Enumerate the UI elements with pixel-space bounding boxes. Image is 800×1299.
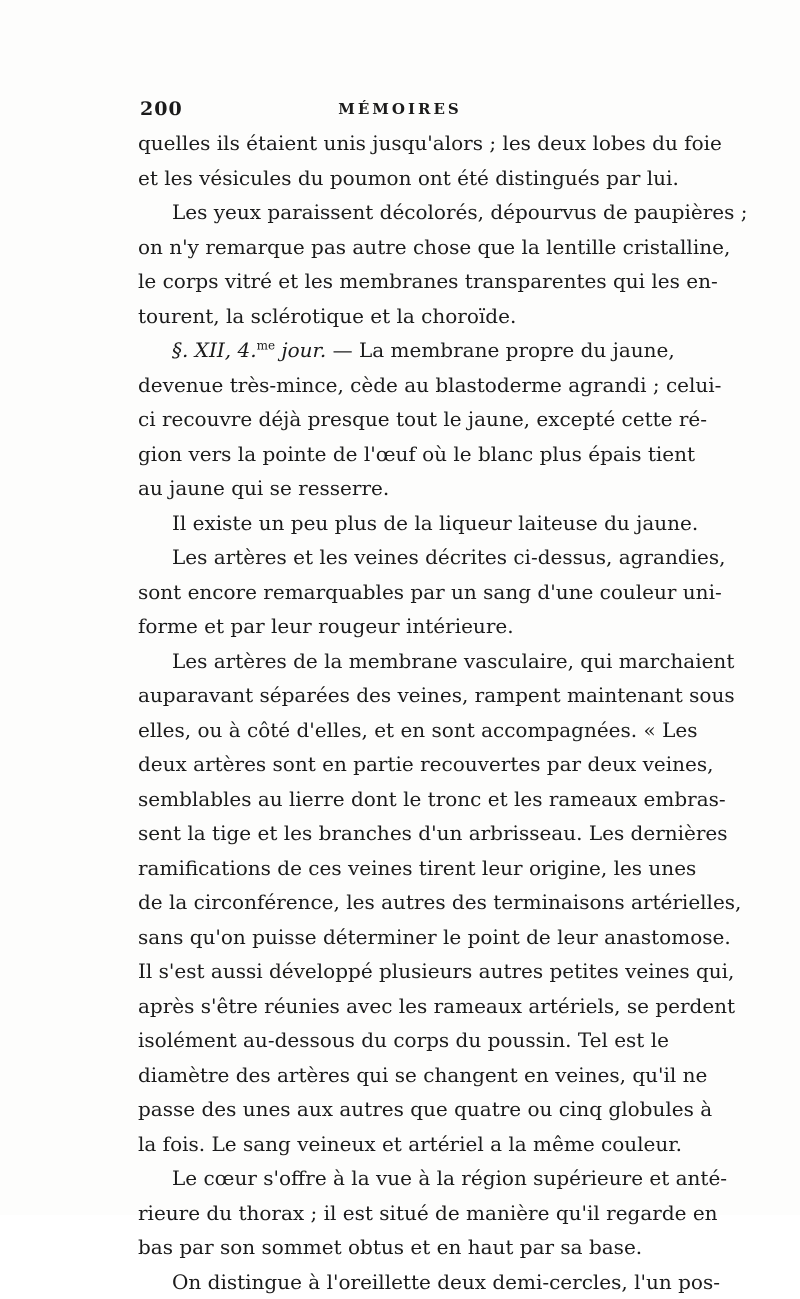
text-line: tourent, la sclérotique et la choroïde. (138, 299, 660, 334)
text-line: quelles ils étaient unis jusqu'alors ; les deux lobes du foie (138, 126, 660, 161)
text-line: on n'y remarque pas autre chose que la lentille cristalline, (138, 230, 660, 265)
text-line: On distingue à l'oreillette deux demi-cercles, l'un pos- (138, 1265, 660, 1299)
section-number: §. XII, 4. (172, 338, 257, 362)
text-line: Il existe un peu plus de la liqueur laiteuse du jaune. (138, 506, 660, 541)
text-line: isolément au-dessous du corps du poussin. Tel est le (138, 1023, 660, 1058)
text-line: passe des unes aux autres que quatre ou cinq globules à (138, 1092, 660, 1127)
text-line: forme et par leur rougeur intérieure. (138, 609, 660, 644)
section-text: — La membrane propre du jaune, (326, 338, 675, 362)
text-line: gion vers la pointe de l'œuf où le blanc plus épais tient (138, 437, 660, 472)
text-line: deux artères sont en partie recouvertes par deux veines, (138, 747, 660, 782)
text-line: au jaune qui se resserre. (138, 471, 660, 506)
section-superscript: me (257, 338, 275, 352)
text-line: et les vésicules du poumon ont été distingués par lui. (138, 161, 660, 196)
page-header (140, 98, 660, 124)
text-line: la fois. Le sang veineux et artériel a la même couleur. (138, 1127, 660, 1162)
text-line: auparavant séparées des veines, rampent maintenant sous (138, 678, 660, 713)
text-line: ramifications de ces veines tirent leur origine, les unes (138, 851, 660, 886)
text-line: bas par son sommet obtus et en haut par sa base. (138, 1230, 660, 1265)
body-text (138, 126, 660, 1299)
text-line: rieure du thorax ; il est situé de manière qu'il regarde en (138, 1196, 660, 1231)
text-line: Les artères de la membrane vasculaire, qui marchaient (138, 644, 660, 679)
text-line: de la circonférence, les autres des terminaisons artérielles, (138, 885, 660, 920)
section-day: jour. (275, 338, 326, 362)
text-line: après s'être réunies avec les rameaux artériels, se perdent (138, 989, 660, 1024)
text-line: sent la tige et les branches d'un arbrisseau. Les dernières (138, 816, 660, 851)
text-line: le corps vitré et les membranes transparentes qui les en- (138, 264, 660, 299)
section-heading-line (138, 333, 660, 368)
text-line: Les yeux paraissent décolorés, dépourvus de paupières ; (138, 195, 660, 230)
text-line: Les artères et les veines décrites ci-dessus, agrandies, (138, 540, 660, 575)
text-line: diamètre des artères qui se changent en veines, qu'il ne (138, 1058, 660, 1093)
text-line: devenue très-mince, cède au blastoderme agrandi ; celui- (138, 368, 660, 403)
text-line: ci recouvre déjà presque tout le jaune, excepté cette ré- (138, 402, 660, 437)
text-line: elles, ou à côté d'elles, et en sont accompagnées. « Les (138, 713, 660, 748)
text-line: sans qu'on puisse déterminer le point de leur anastomose. (138, 920, 660, 955)
running-title: MÉMOIRES (140, 100, 660, 118)
text-line: Il s'est aussi développé plusieurs autres petites veines qui, (138, 954, 660, 989)
text-line: semblables au lierre dont le tronc et les rameaux embras- (138, 782, 660, 817)
page-number: 200 (140, 98, 183, 120)
text-line: sont encore remarquables par un sang d'une couleur uni- (138, 575, 660, 610)
text-line: Le cœur s'offre à la vue à la région supérieure et anté- (138, 1161, 660, 1196)
